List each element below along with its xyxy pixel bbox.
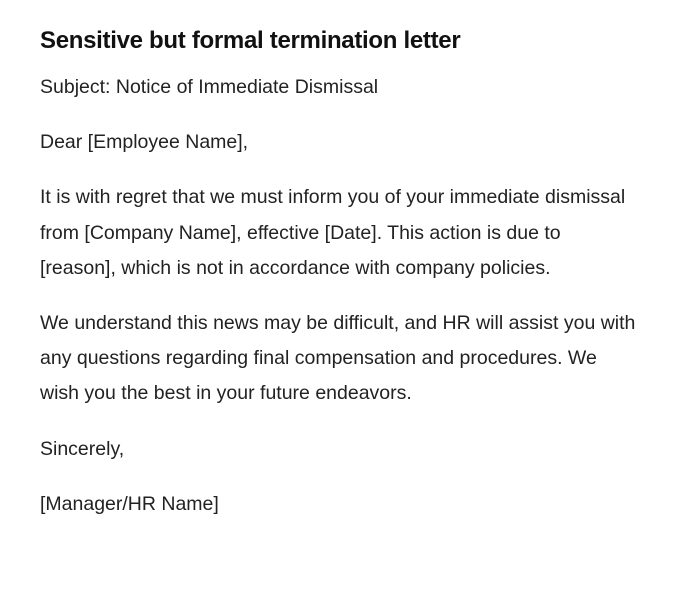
letter-body-paragraph: We understand this news may be difficult, and HR will assist you with any questions regarding final compensation and procedures. We wish you the best in your future endeavors. (40, 312, 636, 405)
letter-closing: Sincerely, (40, 437, 125, 460)
letter-signature: [Manager/HR Name] (40, 492, 219, 515)
letter-subject: Subject: Notice of Immediate Dismissal (40, 76, 379, 98)
document-title: Sensitive but formal termination letter (40, 27, 461, 54)
letter-document (40, 24, 640, 522)
letter-body-paragraph: It is with regret that we must inform you of your immediate dismissal from [Company Name], effective [Date]. This action is due to [reason], which is not in accordance with company policies. (40, 186, 626, 279)
letter-salutation: Dear [Employee Name], (40, 131, 249, 154)
